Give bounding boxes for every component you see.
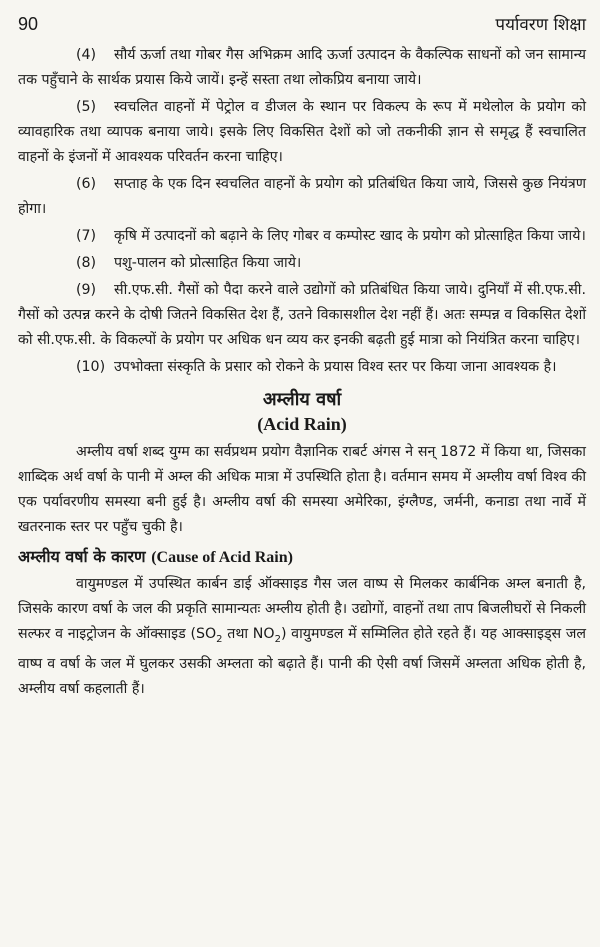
point-text: सौर्य ऊर्जा तथा गोबर गैस अभिक्रम आदि ऊर्जा उत्पादन के वैकल्पिक साधनों को जन सामान्य तक पहुँचाने के सार्थक प्रयास किये जायें। इन्हें सस्ता तथा लोकप्रिय बनाया जाये। [18, 47, 586, 88]
point-number: (7) [76, 228, 97, 244]
list-item [18, 278, 586, 353]
subsection-title-hindi: अम्लीय वर्षा के कारण [18, 547, 146, 566]
point-text: स्वचलित वाहनों में पेट्रोल व डीजल के स्थान पर विकल्प के रूप में मथेलोल के प्रयोग को व्यावहारिक तथा व्यापक बनाया जाये। इसके लिए विकसित देशों को जो तकनीकी ज्ञान से समृद्ध हैं स्वचालित वाहनों के इंजनों में आवश्यक परिवर्तन करना चाहिए। [18, 99, 586, 165]
subscript-no2: 2 [274, 633, 281, 645]
subscript-so2: 2 [216, 633, 223, 645]
section-title-hindi: अम्लीय वर्षा [262, 389, 342, 410]
list-item [18, 172, 586, 222]
list-item [18, 43, 586, 93]
list-item [18, 355, 586, 380]
subsection-title-english: (Cause of Acid Rain) [151, 549, 293, 566]
point-number: (4) [76, 47, 97, 63]
point-text: कृषि में उत्पादनों को बढ़ाने के लिए गोबर व कम्पोस्ट खाद के प्रयोग को प्रोत्साहित किया जाये। [114, 228, 586, 244]
point-text: सप्ताह के एक दिन स्वचलित वाहनों के प्रयोग को प्रतिबंधित किया जाये, जिससे कुछ नियंत्रण होगा। [18, 176, 586, 217]
list-item [18, 224, 586, 249]
paragraph-text-3: ) वायुमण्डल में सम्मिलित होते रहते हैं। यह आक्साइड्स जल वाष्प व वर्षा के जल में घुलकर उसकी अम्लता को बढ़ाते हैं। पानी की ऐसी वर्षा जिसमें अम्लता अधिक होती है, अम्लीय वर्षा कहलाती हैं। [18, 626, 586, 697]
point-number: (6) [76, 176, 97, 192]
paragraph-text-1: वायुमण्डल में उपस्थित कार्बन डाई ऑक्साइड गैस जल वाष्प से मिलकर कार्बनिक अम्ल बनाती है, जिसके कारण वर्षा के जल की प्रकृति सामान्यतः अम्लीय होती है। उद्योगों, वाहनों तथा ताप बिजलीघरों से निकली सल्फर व नाइट्रोजन के ऑक्साइड (SO [18, 576, 586, 642]
point-number: (8) [76, 255, 97, 271]
subsection-paragraph [18, 572, 586, 702]
point-number: (10) [76, 359, 106, 375]
point-text: उपभोक्ता संस्कृति के प्रसार को रोकने के प्रयास विश्व स्तर पर किया जाना आवश्यक है। [114, 359, 557, 375]
point-number: (9) [76, 282, 97, 298]
subsection-title [18, 544, 586, 570]
list-item [18, 95, 586, 170]
section-paragraph: अम्लीय वर्षा शब्द युग्म का सर्वप्रथम प्रयोग वैज्ञानिक राबर्ट अंगस ने सन् 1872 में किया था, जिसका शाब्दिक अर्थ वर्षा के पानी में अम्ल की अधिक मात्रा में उपस्थिति होता है। वर्तमान समय में अम्लीय वर्षा विश्व की एक पर्यावरणीय समस्या बनी हुई है। अम्लीय वर्षा की समस्या अमेरिका, इंग्लैण्ड, जर्मनी, कनाडा तथा नार्वे में खतरनाक स्तर पर पहुँच चुकी है। [18, 444, 586, 535]
point-number: (5) [76, 99, 97, 115]
paragraph-text-2: तथा NO [222, 626, 275, 642]
running-head: पर्यावरण शिक्षा [495, 15, 586, 35]
list-item [18, 251, 586, 276]
page-number: 90 [18, 14, 39, 34]
point-text: सी.एफ.सी. गैसों को पैदा करने वाले उद्योगों को प्रतिबंधित किया जाये। दुनियाँ में सी.एफ.सी. गैसों को उत्पन्न करने के दोषी जितने विकसित देश हैं, उतने विकासशील देश नहीं हैं। अतः सम्पन्न व विकसित देशों को सी.एफ.सी. के विकल्पों के प्रयोग पर अधिक धन व्यय कर इनकी बढ़ती हुई मात्रा को नियंत्रित करना चाहिए। [18, 282, 586, 348]
point-text: पशु-पालन को प्रोत्साहित किया जाये। [114, 255, 302, 271]
page-header [18, 12, 586, 35]
section-title-english: (Acid Rain) [257, 414, 347, 434]
